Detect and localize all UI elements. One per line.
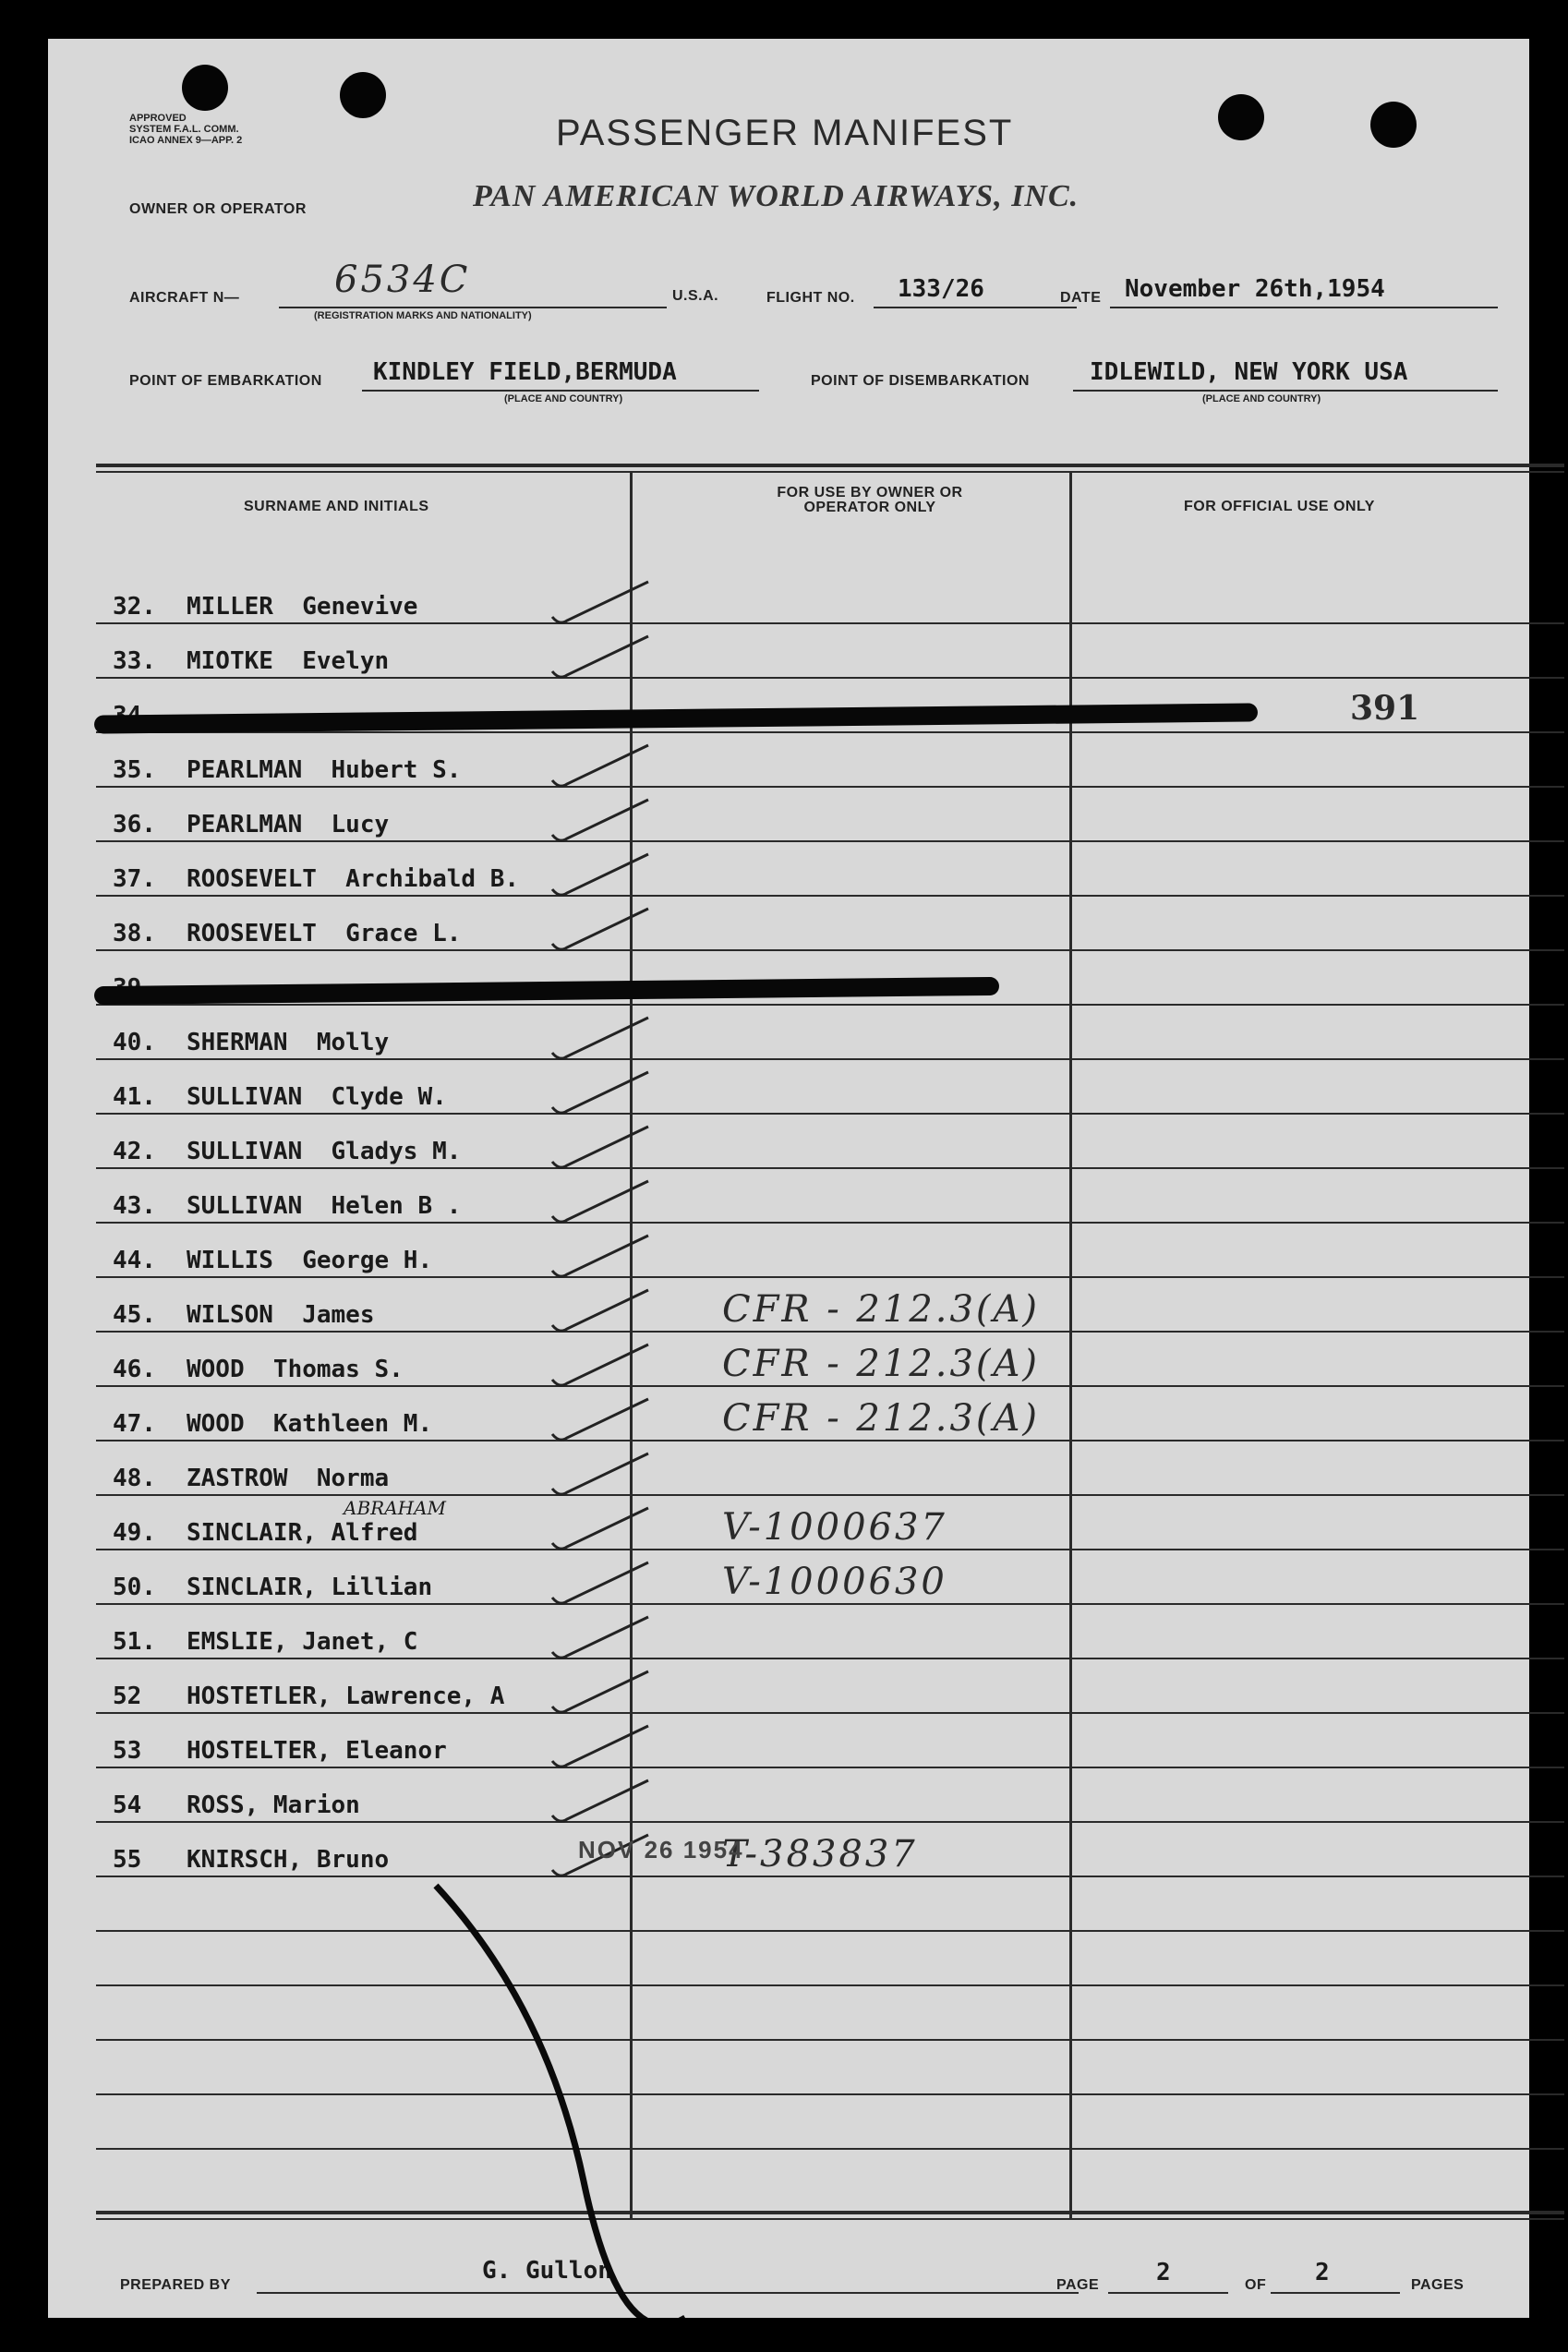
passenger-name: WILSON James <box>187 1301 375 1329</box>
approval-line: SYSTEM F.A.L. COMM. <box>129 124 239 135</box>
name-correction: ABRAHAM <box>344 1497 447 1519</box>
prepared-value: G. Gullon <box>482 2257 612 2285</box>
page-value: 2 <box>1156 2259 1171 2286</box>
owner-label: OWNER OR OPERATOR <box>129 201 307 217</box>
col-official-header: FOR OFFICIAL USE ONLY <box>1184 499 1375 514</box>
row-number: 50. <box>113 1574 156 1601</box>
passenger-name: WOOD Thomas S. <box>187 1356 404 1383</box>
place-country-note: (PLACE AND COUNTRY) <box>1202 393 1321 404</box>
col-surname-header: SURNAME AND INITIALS <box>244 499 429 514</box>
registration-note: (REGISTRATION MARKS AND NATIONALITY) <box>314 310 532 321</box>
row-number: 36. <box>113 811 156 838</box>
owner-note: CFR - 212.3(A) <box>722 1343 1041 1385</box>
row-number: 53 <box>113 1737 142 1765</box>
manifest-sheet <box>48 39 1529 2318</box>
row-number: 46. <box>113 1356 156 1383</box>
row-number: 49. <box>113 1519 156 1547</box>
row-number: 55 <box>113 1846 142 1874</box>
owner-note: CFR - 212.3(A) <box>722 1397 1041 1440</box>
place-country-note: (PLACE AND COUNTRY) <box>504 393 623 404</box>
owner-note: T-383837 <box>722 1833 918 1876</box>
passenger-name: SINCLAIR, Alfred <box>187 1519 418 1547</box>
passenger-name: SINCLAIR, Lillian <box>187 1574 433 1601</box>
row-number: 32. <box>113 593 156 621</box>
date-stamp: NOV 26 1954 <box>578 1836 744 1864</box>
date-value: November 26th,1954 <box>1125 275 1385 303</box>
aircraft-value: 6534C <box>334 259 471 301</box>
row-number: 41. <box>113 1083 156 1111</box>
embarkation-label: POINT OF EMBARKATION <box>129 373 322 389</box>
row-number: 44. <box>113 1247 156 1274</box>
aircraft-label: AIRCRAFT N— <box>129 290 240 306</box>
row-number: 45. <box>113 1301 156 1329</box>
col-owner-header: FOR USE BY OWNER OR OPERATOR ONLY <box>777 485 963 515</box>
row-number: 54 <box>113 1791 142 1819</box>
row-number: 42. <box>113 1138 156 1165</box>
passenger-name: PEARLMAN Hubert S. <box>187 756 462 784</box>
row-number: 47. <box>113 1410 156 1438</box>
disembarkation-label: POINT OF DISEMBARKATION <box>811 373 1030 389</box>
page-title: PASSENGER MANIFEST <box>556 113 1014 153</box>
passenger-name: KNIRSCH, Bruno <box>187 1846 390 1874</box>
passenger-name: SULLIVAN Gladys M. <box>187 1138 462 1165</box>
passenger-name: ROSS, Marion <box>187 1791 360 1819</box>
pen-marks <box>48 39 1529 2318</box>
row-number: 48. <box>113 1465 156 1492</box>
passenger-name: ROOSEVELT Archibald B. <box>187 865 520 893</box>
disembarkation-value: IDLEWILD, NEW YORK USA <box>1090 358 1408 386</box>
row-number: 51. <box>113 1628 156 1656</box>
approval-line: ICAO ANNEX 9—APP. 2 <box>129 135 243 146</box>
row-number: 52 <box>113 1683 142 1710</box>
flight-value: 133/26 <box>898 275 984 303</box>
date-label: DATE <box>1060 290 1102 306</box>
row-number: 40. <box>113 1029 156 1056</box>
usa-label: U.S.A. <box>672 288 719 304</box>
row-number: 38. <box>113 920 156 947</box>
embarkation-value: KINDLEY FIELD,BERMUDA <box>373 358 677 386</box>
row-number: 43. <box>113 1192 156 1220</box>
passenger-name: MILLER Genevive <box>187 593 418 621</box>
passenger-name: SHERMAN Molly <box>187 1029 390 1056</box>
flight-label: FLIGHT NO. <box>766 290 855 306</box>
passenger-name: SULLIVAN Clyde W. <box>187 1083 447 1111</box>
row-number: 35. <box>113 756 156 784</box>
page-label: PAGE <box>1056 2277 1100 2293</box>
pen-stroke <box>436 1886 685 2318</box>
passenger-name: HOSTETLER, Lawrence, A <box>187 1683 505 1710</box>
pages-label: PAGES <box>1411 2277 1465 2293</box>
passenger-name: ROOSEVELT Grace L. <box>187 920 462 947</box>
passenger-name: WOOD Kathleen M. <box>187 1410 433 1438</box>
passenger-name: HOSTELTER, Eleanor <box>187 1737 447 1765</box>
owner-note: CFR - 212.3(A) <box>722 1288 1041 1331</box>
owner-note: V-1000637 <box>722 1506 947 1549</box>
pages-value: 2 <box>1315 2259 1330 2286</box>
official-number: 391 <box>1350 689 1420 728</box>
approval-line: APPROVED <box>129 113 187 124</box>
passenger-name: PEARLMAN Lucy <box>187 811 390 838</box>
passenger-name: SULLIVAN Helen B . <box>187 1192 462 1220</box>
passenger-name: EMSLIE, Janet, C <box>187 1628 418 1656</box>
row-number: 37. <box>113 865 156 893</box>
owner-note: V-1000630 <box>722 1561 947 1603</box>
passenger-name: MIOTKE Evelyn <box>187 647 390 675</box>
of-label: OF <box>1245 2277 1267 2293</box>
row-number: 33. <box>113 647 156 675</box>
passenger-name: ZASTROW Norma <box>187 1465 390 1492</box>
passenger-name: WILLIS George H. <box>187 1247 433 1274</box>
airline-name: PAN AMERICAN WORLD AIRWAYS, INC. <box>473 179 1080 213</box>
prepared-label: PREPARED BY <box>120 2277 231 2293</box>
